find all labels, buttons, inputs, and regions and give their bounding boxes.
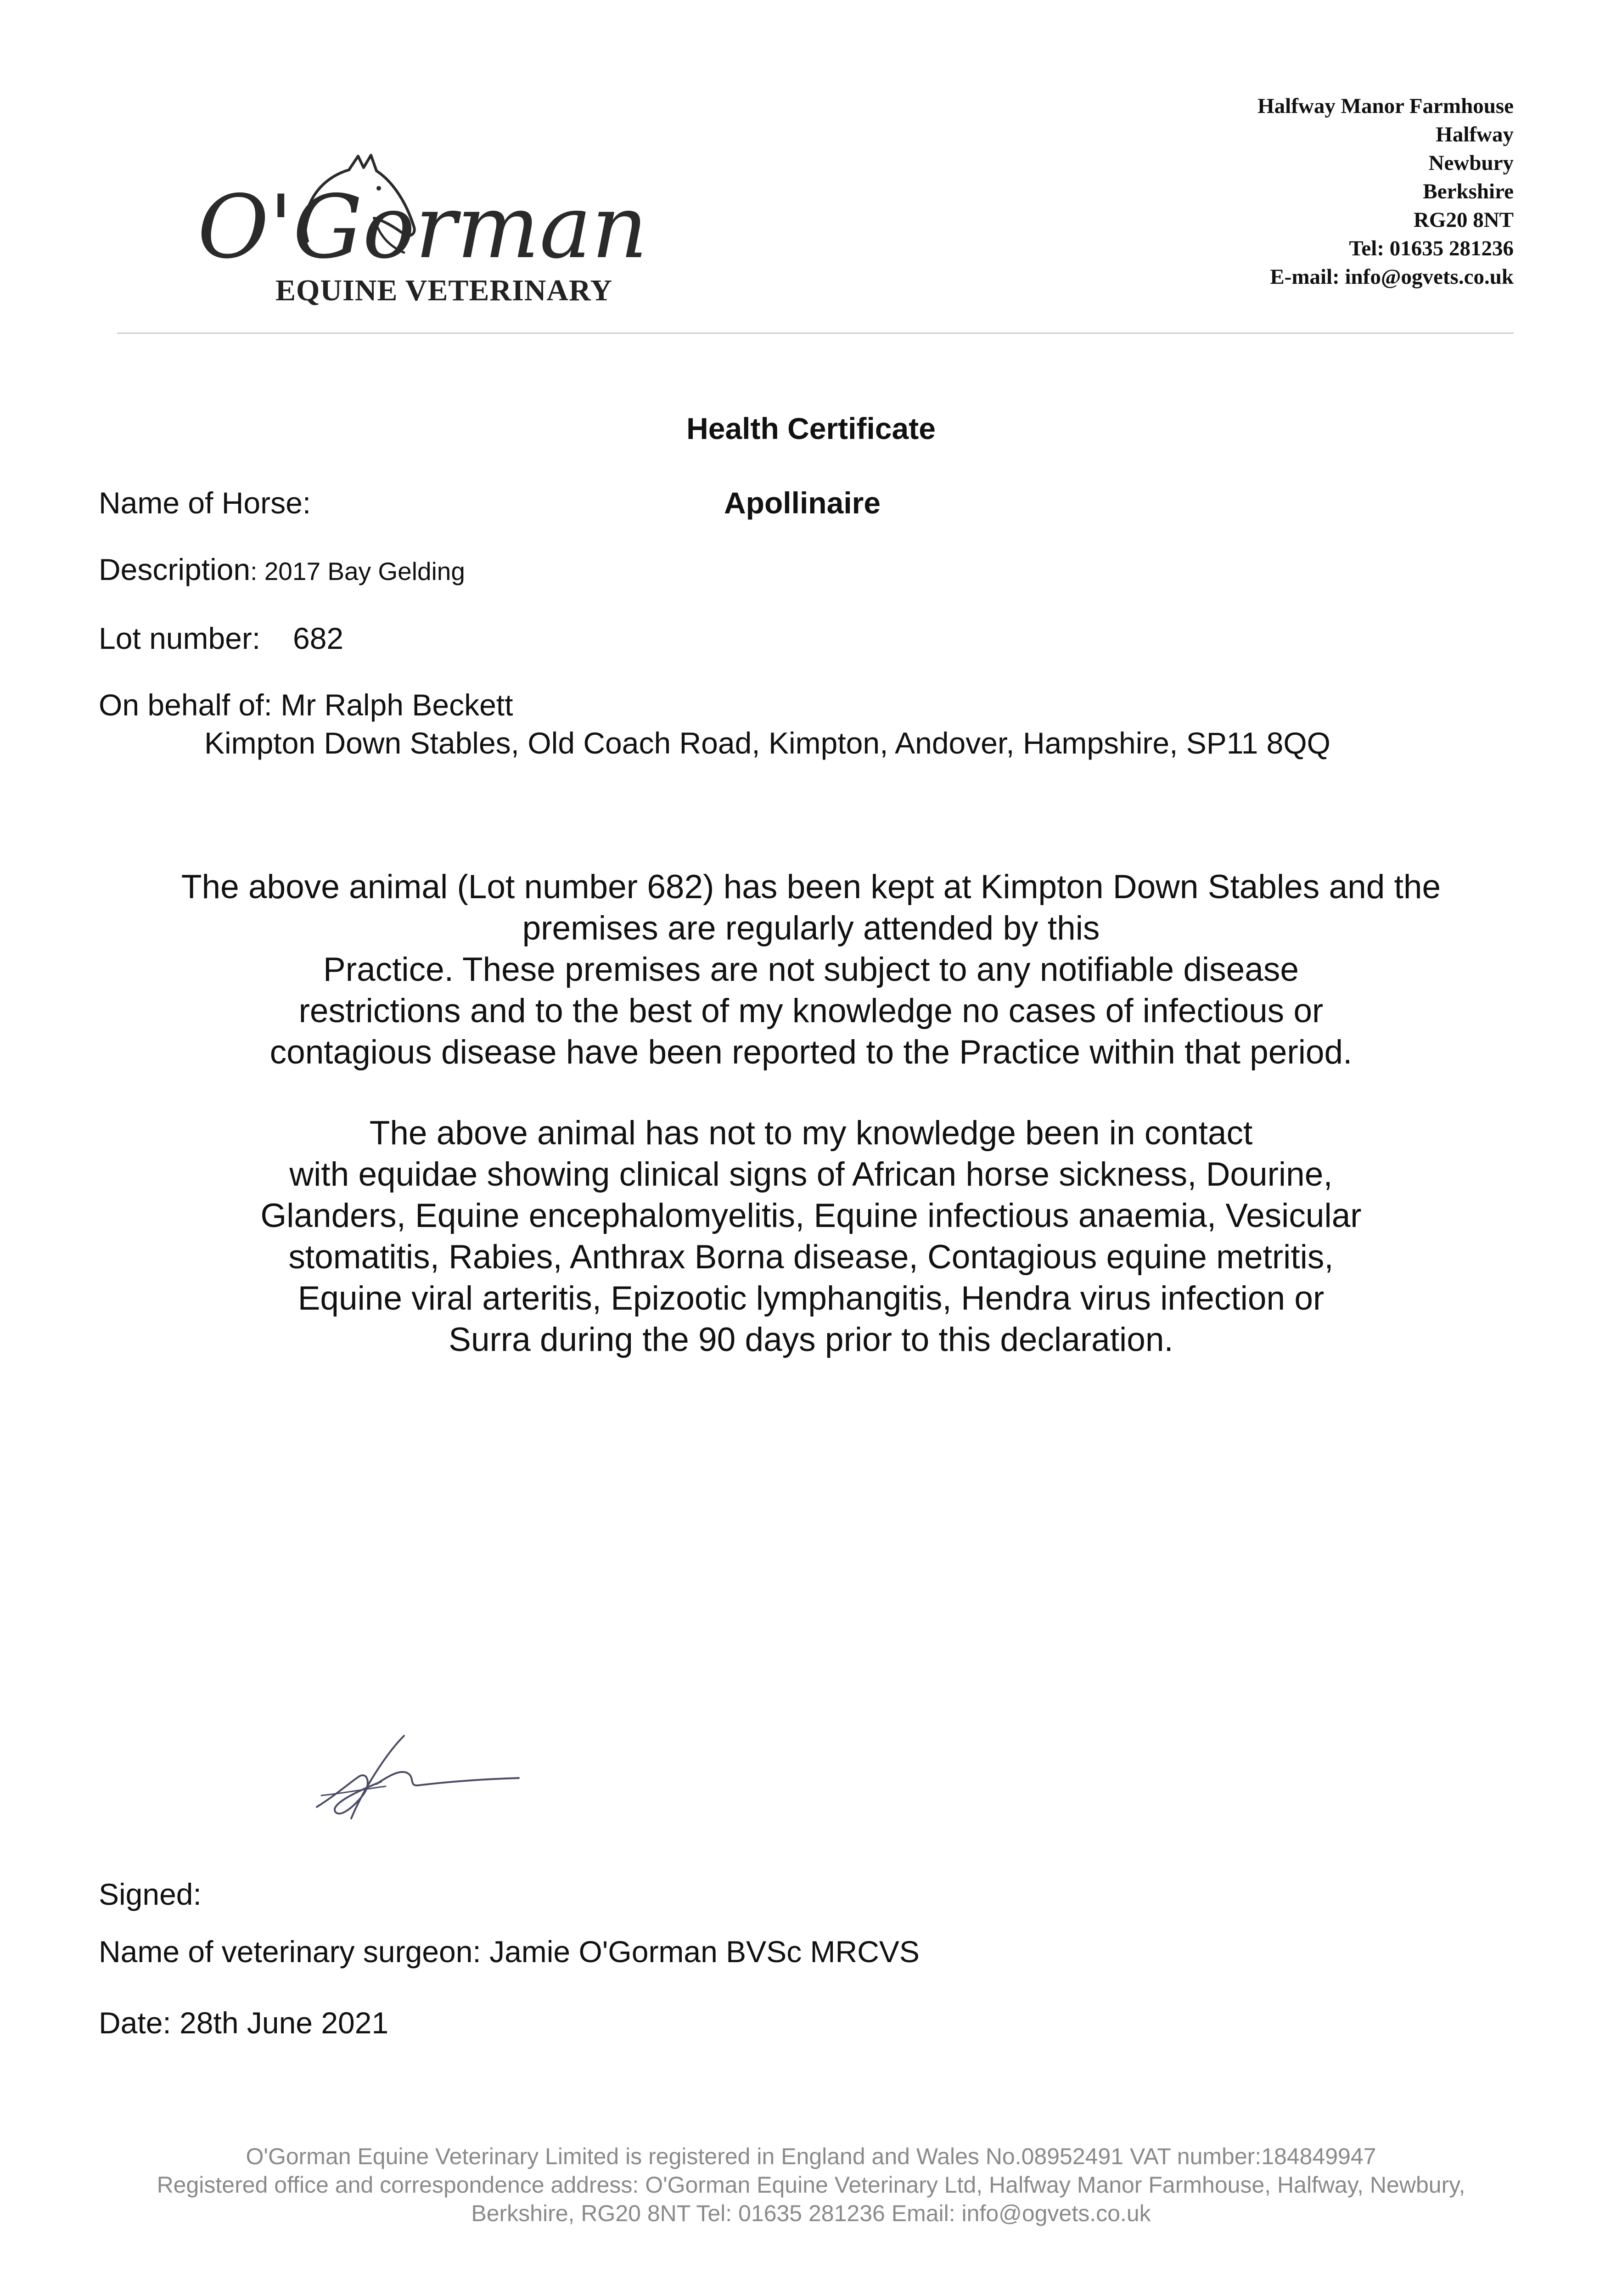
date-field: [99, 2005, 388, 2040]
paragraph-line: stomatitis, Rabies, Anthrax Borna disease, Contagious equine metritis,: [288, 1238, 1334, 1276]
logo-wordmark: O'Gorman: [197, 176, 648, 278]
address-line: Halfway Manor Farmhouse: [1257, 94, 1514, 118]
declaration-paragraph-2: [92, 1113, 1530, 1361]
address-phone: Tel: 01635 281236: [1349, 236, 1514, 260]
description-field: [99, 552, 465, 587]
handwritten-signature: [308, 1727, 528, 1828]
horse-name-label: Name of Horse:: [99, 486, 311, 520]
description-label: Description: [99, 552, 251, 586]
document-title: Health Certificate: [686, 411, 936, 445]
surgeon-field: [99, 1934, 920, 1969]
lot-number-label: Lot number:: [99, 621, 261, 655]
paragraph-line: Surra during the 90 days prior to this declaration.: [449, 1321, 1173, 1358]
horse-name-value: Apollinaire: [724, 486, 881, 520]
on-behalf-name: Mr Ralph Beckett: [281, 688, 513, 722]
date-value: 28th June 2021: [180, 2006, 389, 2040]
on-behalf-field: [99, 687, 513, 722]
declaration-paragraph-1: [92, 867, 1530, 1073]
paragraph-line: Equine viral arteritis, Epizootic lymphangitis, Hendra virus infection or: [297, 1280, 1325, 1317]
description-value: : 2017 Bay Gelding: [250, 557, 465, 585]
on-behalf-label: On behalf of:: [99, 688, 272, 722]
surgeon-label: Name of veterinary surgeon:: [99, 1935, 481, 1969]
address-line: RG20 8NT: [1413, 208, 1514, 232]
address-line: Halfway: [1436, 123, 1514, 146]
date-label: Date:: [99, 2006, 171, 2040]
footer-line: O'Gorman Equine Veterinary Limited is registered in England and Wales No.08952491 VAT number:184849947: [246, 2144, 1376, 2169]
paragraph-line: contagious disease have been reported to the Practice within that period.: [269, 1034, 1353, 1071]
paragraph-line: The above animal has not to my knowledge been in contact: [369, 1114, 1253, 1152]
paragraph-line: premises are regularly attended by this: [522, 910, 1100, 947]
lot-number-value: 682: [293, 621, 344, 655]
footer-line: Berkshire, RG20 8NT Tel: 01635 281236 Email: info@ogvets.co.uk: [471, 2200, 1151, 2226]
surgeon-name: Jamie O'Gorman BVSc MRCVS: [489, 1935, 920, 1969]
footer-line: Registered office and correspondence address: O'Gorman Equine Veterinary Ltd, Halfway Manor Farmhouse, Halfway, Newbury,: [157, 2172, 1465, 2198]
address-line: Berkshire: [1423, 180, 1514, 203]
address-line: Newbury: [1428, 151, 1514, 175]
paragraph-line: Practice. These premises are not subject to any notifiable disease: [323, 951, 1299, 988]
paragraph-line: with equidae showing clinical signs of African horse sickness, Dourine,: [289, 1156, 1333, 1193]
practice-address: [1257, 92, 1514, 291]
header-divider: [117, 332, 1514, 334]
paragraph-line: The above animal (Lot number 682) has been kept at Kimpton Down Stables and the: [181, 868, 1441, 906]
registration-footer: [0, 2142, 1622, 2228]
paragraph-line: restrictions and to the best of my knowledge no cases of infectious or: [298, 992, 1324, 1030]
logo-subtitle: EQUINE VETERINARY: [275, 274, 613, 307]
on-behalf-address: Kimpton Down Stables, Old Coach Road, Kimpton, Andover, Hampshire, SP11 8QQ: [204, 726, 1331, 760]
signed-label: Signed:: [99, 1877, 202, 1911]
paragraph-line: Glanders, Equine encephalomyelitis, Equine infectious anaemia, Vesicular: [260, 1197, 1362, 1234]
address-email: E-mail: info@ogvets.co.uk: [1270, 265, 1514, 289]
company-logo: [193, 138, 652, 312]
